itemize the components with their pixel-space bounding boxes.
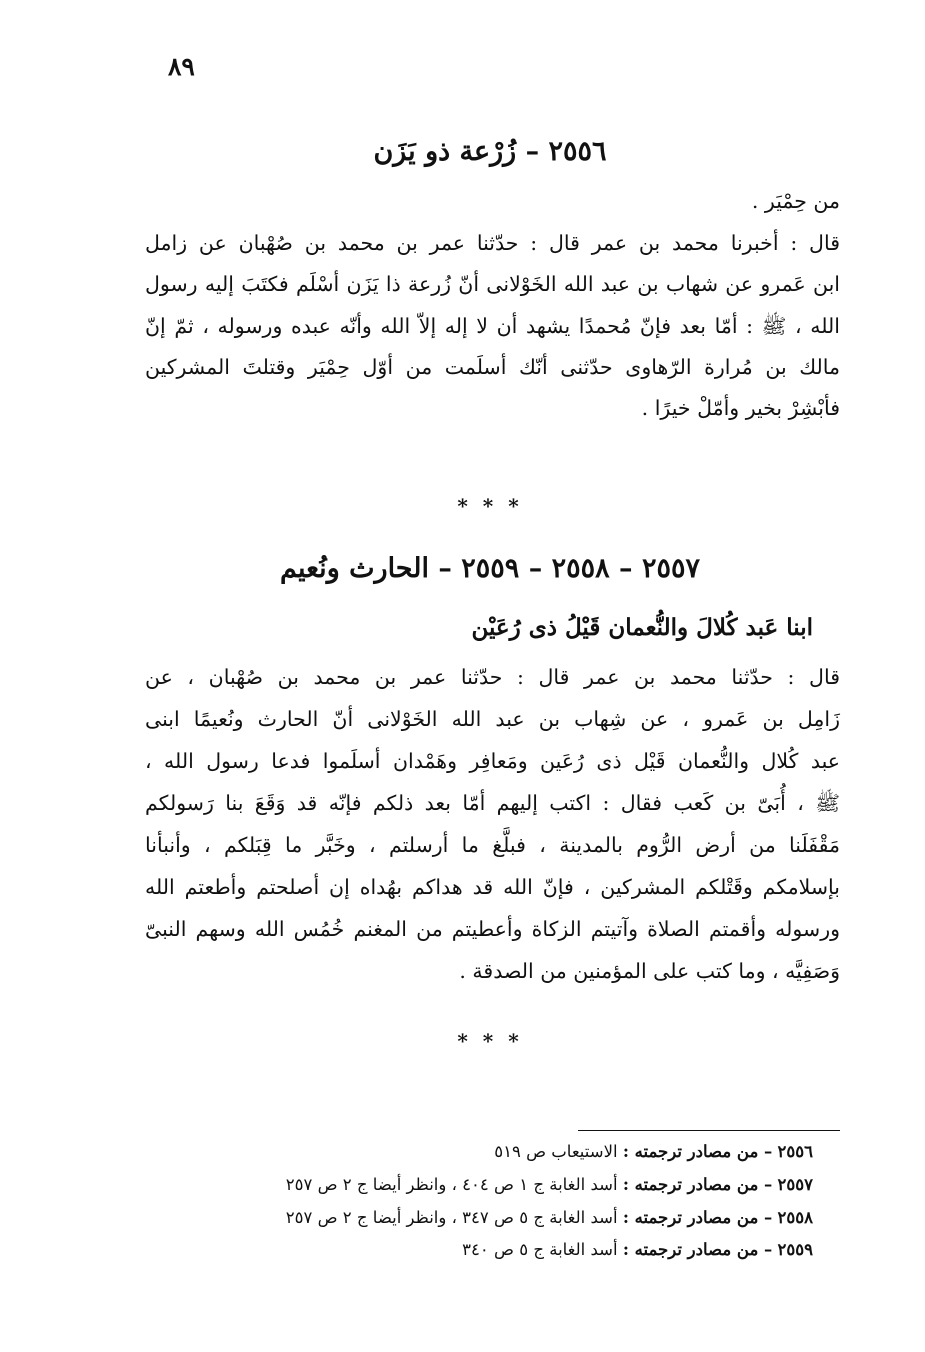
- footnote: [286, 1208, 813, 1227]
- body-line: فأبْشِرْ بخير وأمّلْ خيرًا .: [641, 396, 840, 420]
- section-separator: * * *: [457, 1029, 523, 1053]
- section-separator: * * *: [457, 494, 523, 518]
- footnote-number: ٢٥٥٧: [777, 1175, 813, 1194]
- footnote-rule: [578, 1130, 840, 1131]
- body-line: ابن عَمرو عن شهاب بن عبد الله الخَوْلانى أنّ زُرعة ذا يَزَن أسْلَم فكتَبَ إليه رسول: [145, 272, 840, 296]
- body-line: قال : حدّثنا محمد بن عمر قال : حدّثنا عمر بن محمد بن صُهْبان ، عن: [145, 665, 840, 689]
- footnote: [286, 1175, 813, 1194]
- footnote-text: أسد الغابة ج ٥ ص ٣٤٧ ، وانظر أيضا ج ٢ ص ٢٥٧: [285, 1208, 618, 1227]
- footnote: [494, 1142, 813, 1161]
- body-line: عبد كُلال والنُّعمان قَيْل ذى رُعَين ومَعافِر وهَمْدان أسلَموا فدعا رسول الله ،: [145, 749, 840, 773]
- entry-subtitle: ابنا عَبد كُلالَ والنُّعمان قَيْلُ ذى رُعَيْن: [471, 614, 813, 641]
- body-line: بإسلامكم وقَتْلكم المشركين ، فإنّ الله قد هداكم بهُداه إن أصلحتم وأطعتم الله: [145, 875, 840, 899]
- body-line: من حِمْيَر .: [751, 189, 840, 213]
- entry-title: ٢٥٥٦ – زُرْعة ذو يَزَن: [373, 136, 607, 167]
- footnote: [462, 1240, 813, 1259]
- body-line: زَامِل بن عَمرو ، عن شِهاب بن عبد الله الخَوْلانى أنّ الحارث ونُعيمًا ابنى: [145, 707, 840, 731]
- body-line: مالك بن مُرارة الرّهاوى حدّثنى أنّك أسلَمت من أوّل حِمْيَر وقتلتَ المشركين: [145, 355, 840, 379]
- footnote-text: أسد الغابة ج ١ ص ٤٠٤ ، وانظر أيضا ج ٢ ص ٢٥٧: [285, 1175, 618, 1194]
- footnote-label: – من مصادر ترجمته :: [622, 1240, 773, 1259]
- footnote-text: أسد الغابة ج ٥ ص ٣٤٠: [462, 1240, 618, 1259]
- footnote-number: ٢٥٥٦: [777, 1142, 813, 1161]
- body-line: قال : أخبرنا محمد بن عمر قال : حدّثنا عمر بن محمد بن صُهْبان عن زامل: [145, 231, 840, 255]
- body-line: ورسوله وأقمتم الصلاة وآتيتم الزكاة وأعطيتم من المغنم خُمُس الله وسهم النبىّ: [145, 917, 840, 941]
- footnote-label: – من مصادر ترجمته :: [622, 1175, 773, 1194]
- footnote-number: ٢٥٥٩: [777, 1240, 813, 1259]
- page-number: ٨٩: [168, 52, 195, 81]
- body-line: وَصَفِيَّه ، وما كتب على المؤمنين من الصدقة .: [459, 959, 840, 983]
- footnote-label: – من مصادر ترجمته :: [622, 1142, 773, 1161]
- entry-title: ٢٥٥٧ – ٢٥٥٨ – ٢٥٥٩ – الحارث ونُعيم: [280, 553, 700, 584]
- footnote-label: – من مصادر ترجمته :: [622, 1208, 773, 1227]
- body-line: ﷺ ، أُبَىّ بن كَعب فقال : اكتب إليهم أمّا بعد ذلكم فإنّه قد وَقَعَ بنا رَسولكم: [145, 791, 840, 815]
- footnote-number: ٢٥٥٨: [777, 1208, 813, 1227]
- footnote-text: الاستيعاب ص ٥١٩: [494, 1142, 618, 1161]
- body-line: مَقْفَلَنا من أرض الرُّوم بالمدينة ، فبلَّغ ما أرسلتم ، وخَبَّر ما قِبَلكم ، وأنبأنا: [145, 833, 840, 857]
- body-line: الله ، ﷺ : أمّا بعد فإنّ مُحمدًا يشهد أن لا إله إلاّ الله وأنّه عبده ورسوله ، ثمّ إنّ: [145, 314, 840, 338]
